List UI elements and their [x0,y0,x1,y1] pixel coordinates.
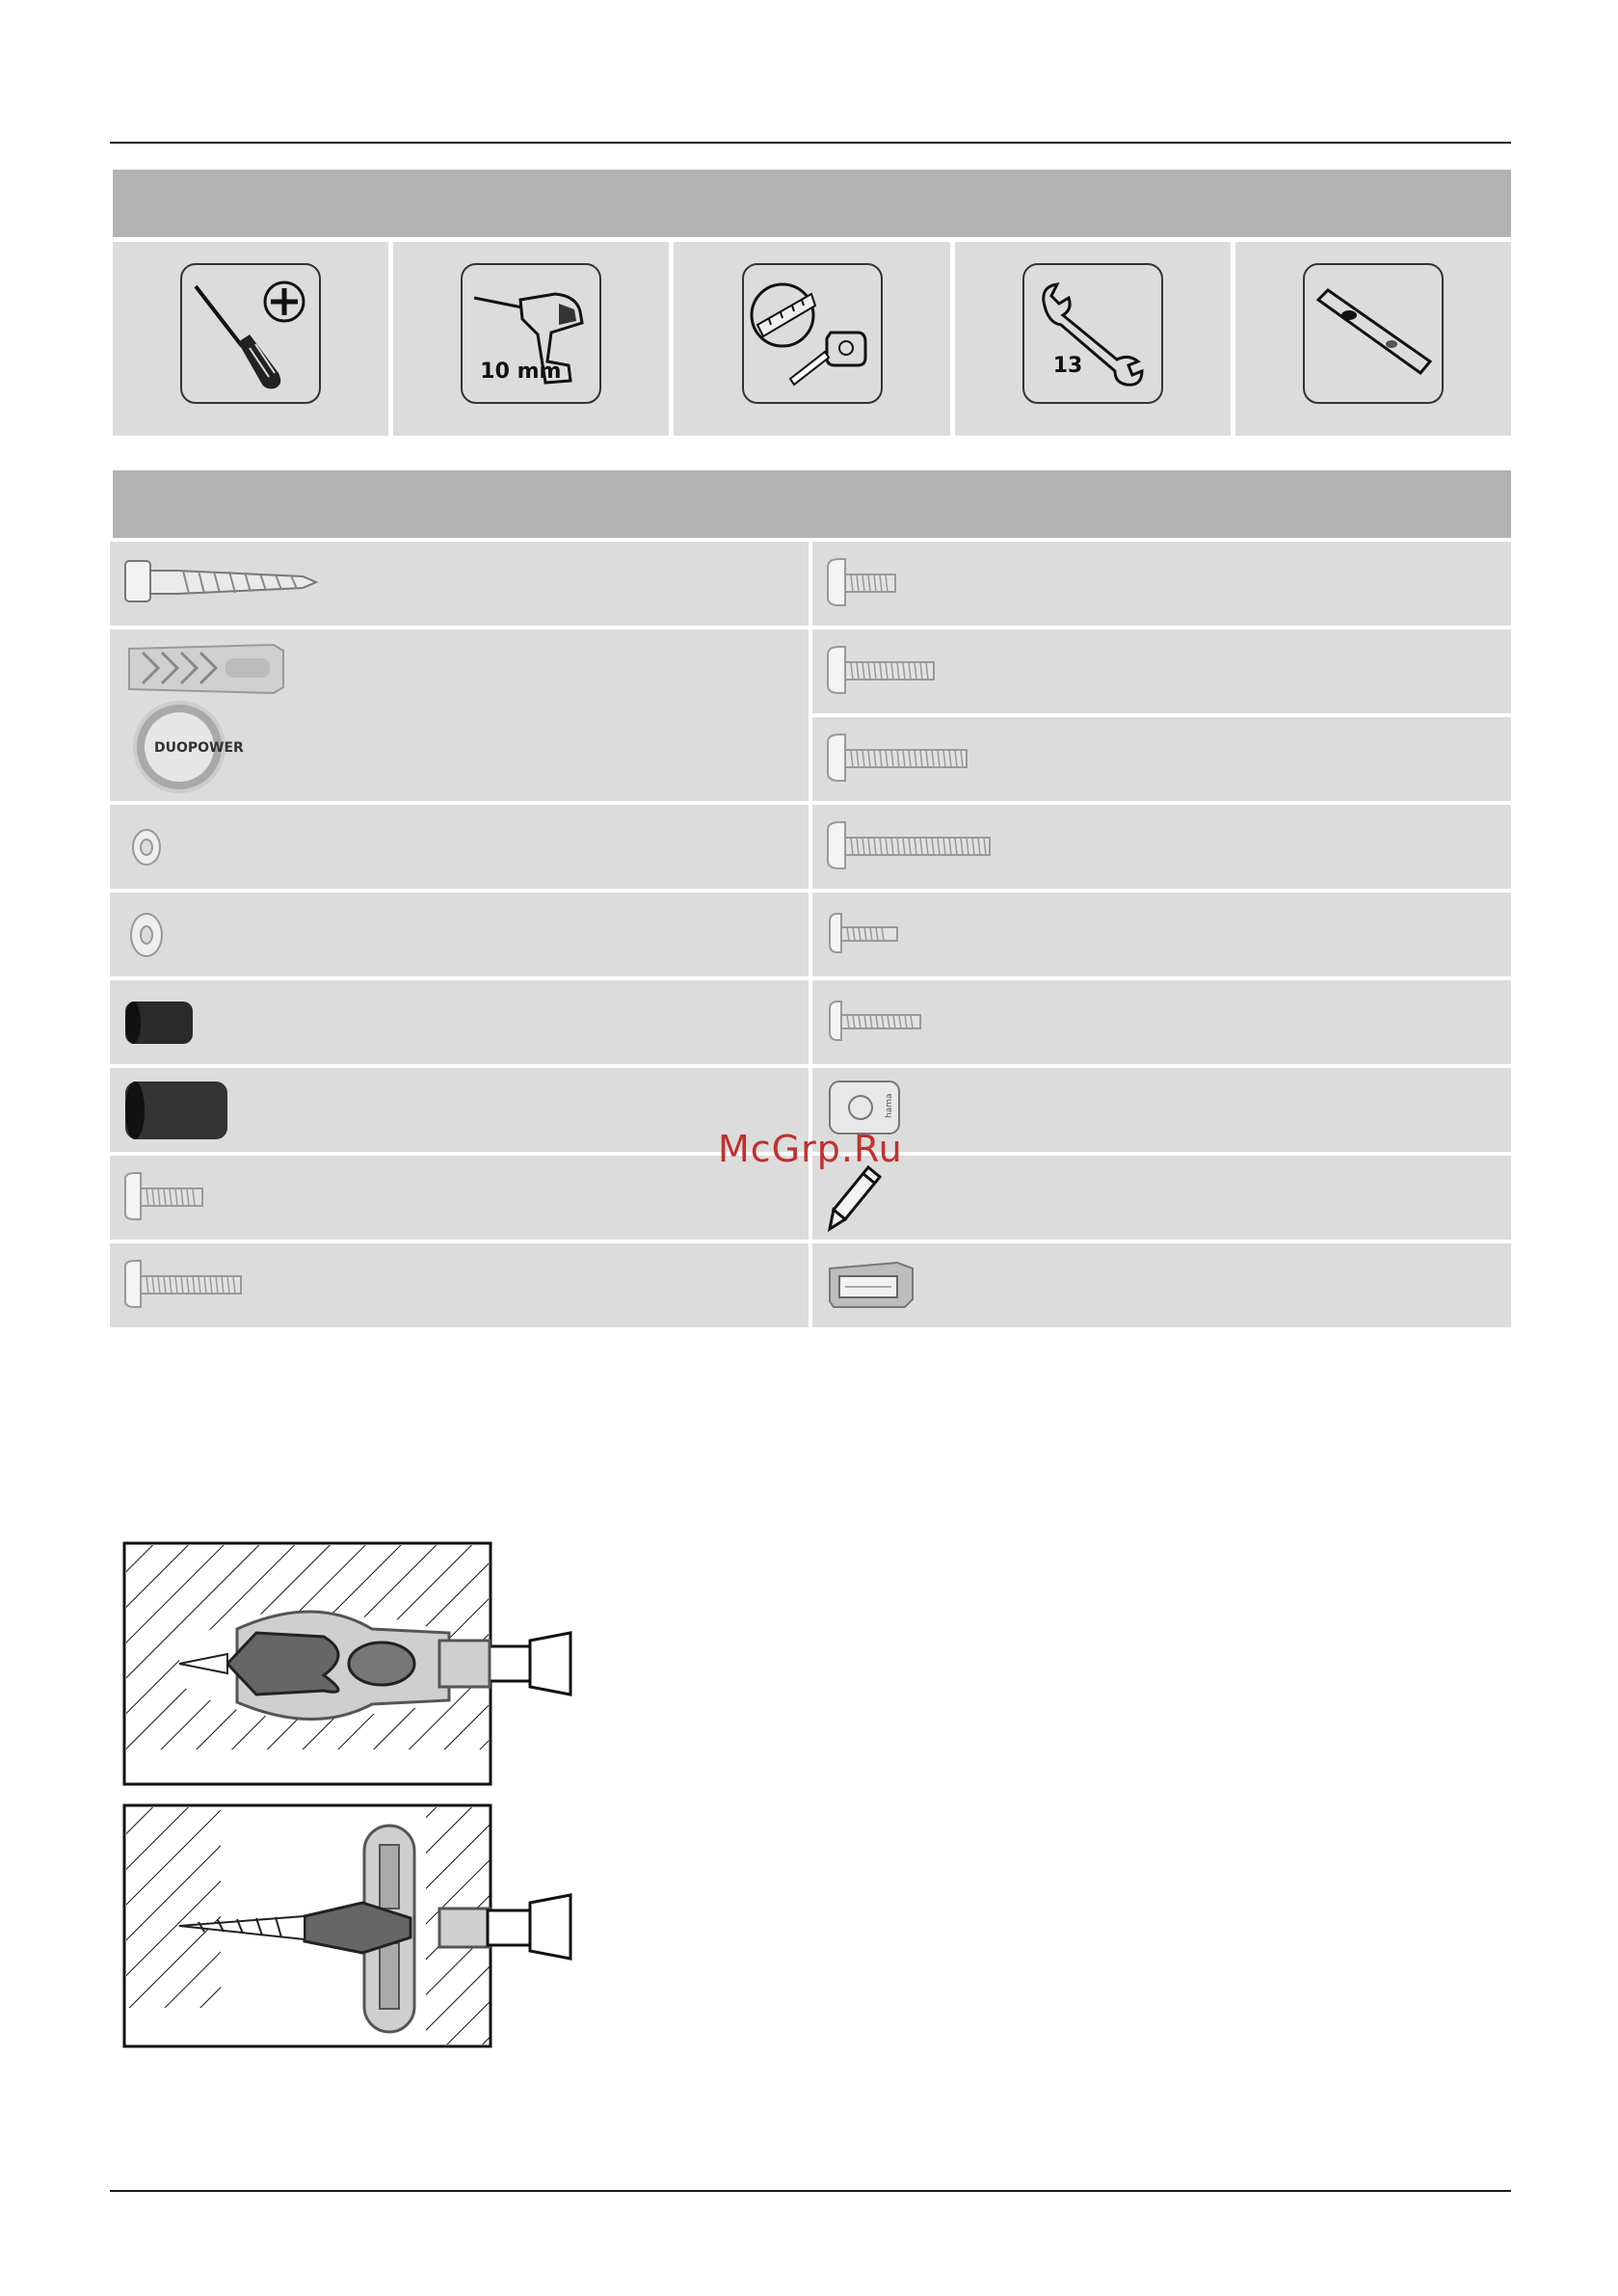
spirit-level-block-icon [812,1243,1511,1327]
anchor-in-solid-wall-diagram [121,1540,584,1796]
wall-anchor-icon [110,629,809,801]
part-row-bolt-small-short [812,893,1511,976]
bolt-small-short-icon [812,893,1511,976]
tools-header-band [113,170,1511,237]
part-row-lag-screw [110,542,809,626]
part-row-short-spacer [110,980,809,1064]
part-row-bolt-m-short [812,542,1511,626]
part-row-bolt-m-medium [812,629,1511,713]
part-row-short-bolt [110,1156,809,1240]
duopower-badge-text: DUOPOWER [154,740,244,756]
short-bolt-icon [110,1156,809,1240]
part-row-bolt-m-xlong [812,805,1511,889]
parts-header-band [113,470,1511,538]
part-row-large-washer [110,893,809,976]
long-spacer-icon [110,1068,809,1152]
wrench-size-label: 13 [1052,354,1083,378]
hama-sticker-icon [812,1068,1511,1152]
spirit-level-icon [1303,263,1444,404]
drill-icon [461,263,601,404]
bolt-m-long-icon [812,717,1511,801]
drill-size-label: 10 mm [480,360,562,384]
short-spacer-icon [110,980,809,1064]
part-row-pencil [812,1156,1511,1240]
small-washer-icon [110,805,809,889]
bolt-small-long-icon [812,980,1511,1064]
large-washer-icon [110,893,809,976]
top-rule [110,142,1511,144]
bolt-m-short-icon [812,542,1511,626]
tools-row [113,242,1511,436]
part-row-long-spacer [110,1068,809,1152]
long-bolt-icon [110,1243,809,1327]
bolt-m-medium-icon [812,629,1511,713]
hama-sticker-text: hama [885,1093,894,1118]
part-row-spirit-level-block [812,1243,1511,1327]
part-row-small-washer [110,805,809,889]
pencil-icon [812,1156,1511,1240]
tool-cell-drill [393,242,669,436]
tool-cell-wrench [955,242,1231,436]
anchor-in-hollow-wall-diagram [121,1802,584,2058]
part-row-bolt-m-long [812,717,1511,801]
bottom-rule [110,2190,1511,2192]
bolt-m-xlong-icon [812,805,1511,889]
wrench-icon [1022,263,1163,404]
phillips-screwdriver-icon [180,263,321,404]
part-row-bolt-small-long [812,980,1511,1064]
part-row-long-bolt [110,1243,809,1327]
tool-cell-tape-measure [674,242,949,436]
tool-cell-screwdriver [113,242,388,436]
part-row-wall-anchor [110,629,809,801]
part-row-hama-sticker [812,1068,1511,1152]
tape-measure-icon [742,263,883,404]
watermark-text: McGrp.Ru [718,1128,903,1170]
lag-screw-icon [110,542,809,626]
tool-cell-spirit-level [1235,242,1511,436]
